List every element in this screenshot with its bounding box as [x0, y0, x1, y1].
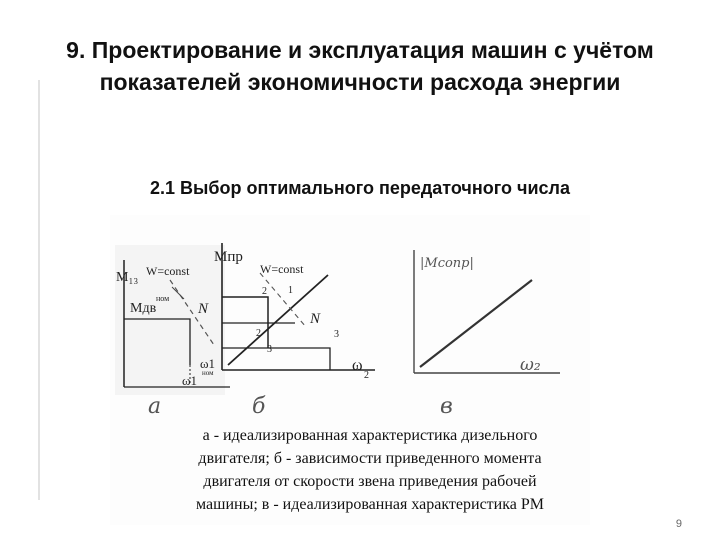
caption-line: машины; в - идеализированная характеристика РМ: [196, 496, 544, 513]
panel-b-y-label: Mпр: [214, 249, 243, 265]
panel-b-point-label: 2: [256, 328, 261, 339]
panel-a: [115, 245, 230, 419]
panel-b-x-label: ω: [352, 357, 363, 374]
caption-line: двигателя от скорости звена приведения рабочей: [203, 473, 537, 490]
panel-b-curve-label: W=const: [260, 262, 304, 276]
panel-b-point-label: 2: [262, 286, 267, 297]
slide-title-line-1: 9. Проектирование и эксплуатация машин с учётом: [66, 37, 654, 63]
panel-a-omega1-nom: ω1: [182, 373, 198, 388]
slide-title: [20, 34, 700, 98]
panel-v-x-label: ω₂: [520, 355, 541, 375]
panel-b-point-label: 3: [267, 344, 272, 355]
panel-v: [414, 250, 560, 419]
panel-v-letter: в: [440, 394, 453, 419]
panel-v-characteristic: [420, 280, 532, 367]
panel-a-m-nom-sup: ном: [156, 294, 170, 303]
slide-title-line-2: показателей экономичности расхода энергии: [99, 69, 621, 95]
left-margin-rule: [38, 80, 40, 500]
panel-b-point-label: 1: [288, 285, 293, 296]
panel-v-y-label: |Mсопр|: [420, 256, 474, 271]
caption-line: двигателя; б - зависимости приведенного момента: [198, 450, 542, 467]
panel-b-point-label: 3: [334, 329, 339, 340]
panel-a-curve-label: W=const: [146, 264, 190, 278]
panel-a-omega1-nom-sub: ном: [202, 369, 214, 377]
caption-line: а - идеализированная характеристика дизельного: [202, 427, 538, 444]
panel-a-n-label: N: [198, 301, 209, 317]
figure-caption: [150, 424, 590, 516]
section-title: 2.1 Выбор оптимального передаточного числа: [150, 178, 570, 198]
panel-a-m-nom-label: Mдв: [130, 301, 157, 316]
panel-a-letter: а: [148, 394, 162, 419]
panel-a-y-label: M₁₃: [116, 270, 139, 285]
figure-diagram: [110, 215, 590, 430]
panel-b-x-sub: 2: [364, 370, 369, 381]
panel-b-letter: б: [252, 394, 266, 419]
panel-b: [214, 243, 375, 419]
page-number: 9: [675, 518, 682, 530]
panel-a-omega1: ω1: [200, 356, 216, 371]
panel-b-level-3: [222, 348, 330, 370]
panel-b-n-label: N: [310, 311, 321, 327]
